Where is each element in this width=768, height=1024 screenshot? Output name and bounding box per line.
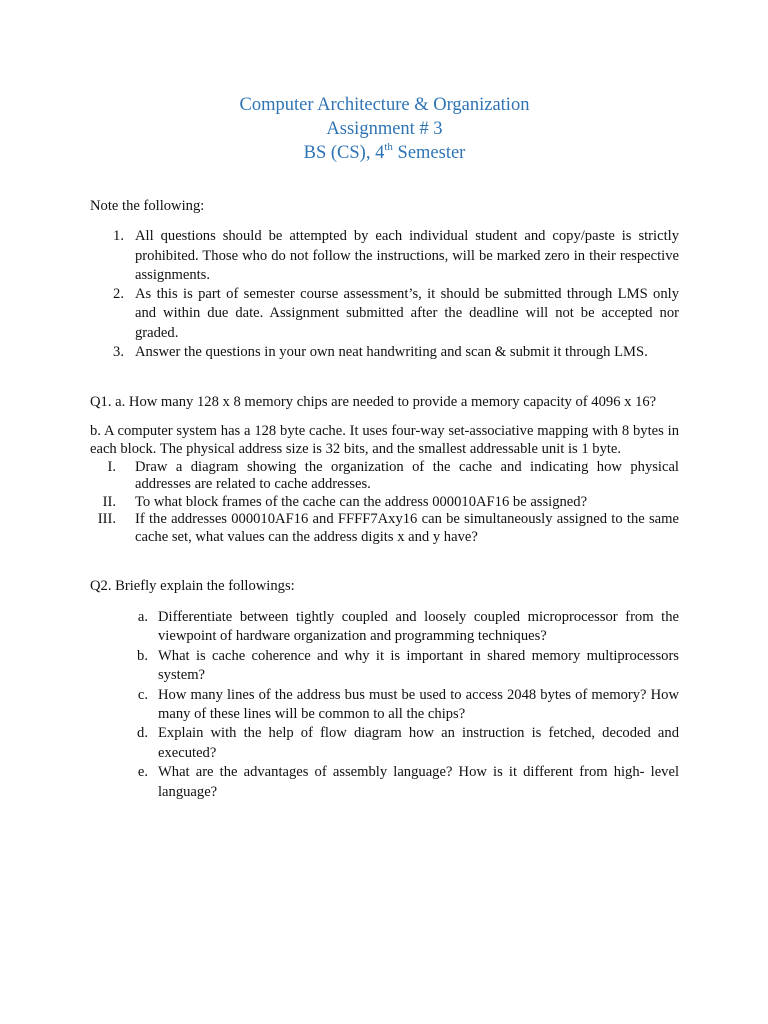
question-1b-item (90, 459, 679, 494)
question-2-item-text: What are the advantages of assembly language? How is it different from high- level language? (158, 764, 679, 800)
program-semester-prefix: BS (CS), 4 (303, 143, 385, 163)
question-2-item-letter: c. (137, 686, 148, 703)
note-item-number: 3. (113, 344, 124, 361)
question-1b-list (90, 459, 679, 547)
assignment-document (90, 93, 679, 802)
assignment-number: Assignment # 3 (326, 119, 443, 139)
question-2-item-text: What is cache coherence and why it is important in shared memory multiprocessors system? (158, 647, 679, 684)
roman-numeral: III. (97, 511, 116, 528)
note-item-text: Answer the questions in your own neat handwriting and scan & submit it through LMS. (135, 344, 648, 361)
roman-numeral: II. (102, 493, 116, 510)
question-2-item-letter: b. (137, 647, 148, 664)
note-item-text: As this is part of semester course assessment’s, it should be submitted through LMS only and within due date. Assignment submitted after the deadline will not be accepted nor graded. (135, 286, 679, 341)
question-2-item-letter: d. (137, 725, 148, 742)
question-2-item-letter: e. (137, 764, 148, 781)
question-1b-item-text: If the addresses 000010AF16 and FFFF7Axy16 can be simultaneously assigned to the same cache set, what values can the address digits x and y have? (135, 511, 679, 546)
program-semester (90, 141, 679, 165)
question-2-item-text: Differentiate between tightly coupled and loosely coupled microprocessor from the viewpoint of hardware organization and programming techniques? (158, 608, 679, 645)
question-2-item (90, 724, 679, 763)
question-1b-item (90, 511, 679, 546)
note-list (90, 227, 679, 362)
question-1b-item-text: To what block frames of the cache can the address 000010AF16 be assigned? (135, 493, 588, 510)
note-item (90, 285, 679, 343)
question-2-item-text: Explain with the help of flow diagram how an instruction is fetched, decoded and executed? (158, 725, 679, 761)
question-1b-item (90, 494, 679, 512)
program-semester-suffix: Semester (392, 143, 466, 163)
question-2-item (90, 763, 679, 802)
question-2-item (90, 608, 679, 647)
document-title (90, 93, 679, 165)
note-item (90, 343, 679, 362)
note-item-text: All questions should be attempted by each individual student and copy/paste is strictly prohibited. Those who do not follow the instructions, will be marked zero in their respective assignments. (135, 228, 679, 283)
question-2-item (90, 647, 679, 686)
note-item-number: 1. (113, 228, 124, 245)
roman-numeral: I. (107, 458, 116, 475)
note-heading: Note the following: (90, 198, 205, 214)
question-1b: b. A computer system has a 128 byte cache. It uses four-way set-associative mapping with 8 bytes in each block. The physical address size is 32 bits, and the smallest addressable unit is 1 byte. (90, 422, 679, 458)
program-semester-superscript: th (384, 140, 393, 153)
question-2-item (90, 686, 679, 725)
note-item-number: 2. (113, 286, 124, 303)
course-title: Computer Architecture & Organization (239, 95, 530, 115)
question-2-heading: Q2. Briefly explain the followings: (90, 577, 295, 594)
question-2-item-text: How many lines of the address bus must be used to access 2048 bytes of memory? How many of these lines will be common to all the chips? (158, 686, 679, 722)
question-2-item-letter: a. (137, 608, 148, 625)
question-2-list (90, 608, 679, 802)
question-1a: Q1. a. How many 128 x 8 memory chips are needed to provide a memory capacity of 4096 x 16? (90, 394, 657, 411)
note-item (90, 227, 679, 285)
question-1b-item-text: Draw a diagram showing the organization of the cache and indicating how physical addresses are related to cache addresses. (135, 458, 679, 493)
